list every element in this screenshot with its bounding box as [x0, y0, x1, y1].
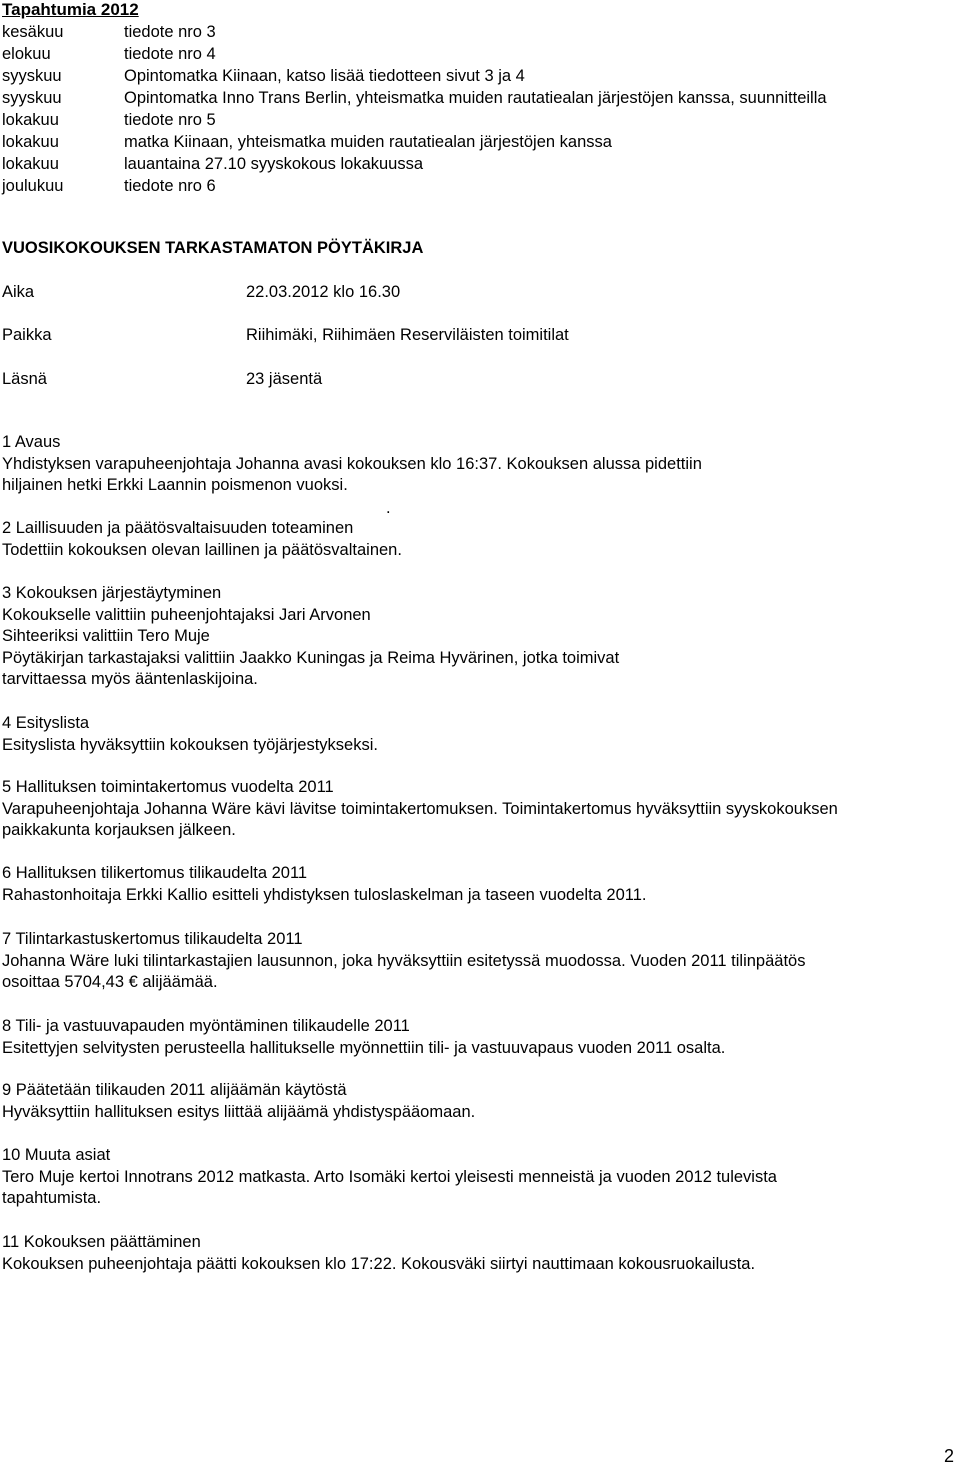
info-value-present: 23 jäsentä — [246, 370, 323, 388]
event-desc: matka Kiinaan, yhteismatka muiden rautatiealan järjestöjen kanssa — [124, 133, 612, 151]
section-line: Kokoukselle valittiin puheenjohtajaksi Jari Arvonen — [2, 605, 371, 624]
section-title: 3 Kokouksen järjestäytyminen — [2, 584, 222, 602]
section-10 — [2, 1145, 958, 1210]
info-value-time: 22.03.2012 klo 16.30 — [246, 283, 401, 301]
event-desc: Opintomatka Inno Trans Berlin, yhteismatka muiden rautatiealan järjestöjen kanssa, suunnitteilla — [124, 89, 827, 107]
event-desc: lauantaina 27.10 syyskokous lokakuussa — [124, 155, 424, 173]
event-desc: tiedote nro 6 — [124, 177, 216, 195]
event-month: syyskuu — [2, 89, 62, 107]
section-line: Pöytäkirjan tarkastajaksi valittiin Jaakko Kuningas ja Reima Hyvärinen, jotka toimivat — [2, 648, 620, 667]
section-line: Rahastonhoitaja Erkki Kallio esitteli yhdistyksen tuloslaskelman ja taseen vuodelta 2011. — [2, 885, 647, 904]
section-1 — [2, 432, 958, 497]
section-3 — [2, 583, 958, 691]
section-line: Esityslista hyväksyttiin kokouksen työjärjestykseksi. — [2, 735, 378, 754]
section-line: Kokouksen puheenjohtaja päätti kokouksen klo 17:22. Kokousväki siirtyi nauttimaan kokousruokailusta. — [2, 1254, 756, 1273]
section-title: 11 Kokouksen päättäminen — [2, 1233, 201, 1251]
section-line: Esitettyjen selvitysten perusteella hallitukselle myönnettiin tili- ja vastuuvapaus vuoden 2011 osalta. — [2, 1038, 726, 1057]
event-month: lokakuu — [2, 111, 59, 129]
page-number: 2 — [943, 1446, 954, 1466]
info-value-place: Riihimäki, Riihimäen Reserviläisten toimitilat — [246, 326, 569, 344]
event-month: syyskuu — [2, 67, 62, 85]
section-line: paikkakunta korjauksen jälkeen. — [2, 821, 236, 839]
section-title: 8 Tili- ja vastuuvapauden myöntäminen tilikaudelle 2011 — [2, 1017, 410, 1035]
minutes-heading: VUOSIKOKOUKSEN TARKASTAMATON PÖYTÄKIRJA — [2, 239, 424, 257]
section-line: Tero Muje kertoi Innotrans 2012 matkasta. Arto Isomäki kertoi yleisesti menneistä ja vuoden 2012 tulevista — [2, 1167, 777, 1186]
section-8 — [2, 1016, 958, 1059]
event-month: elokuu — [2, 45, 51, 63]
section-title: 10 Muuta asiat — [2, 1146, 111, 1164]
section-title: 6 Hallituksen tilikertomus tilikaudelta 2011 — [2, 864, 308, 882]
section-line: osoittaa 5704,43 € alijäämää. — [2, 973, 218, 991]
event-desc: tiedote nro 4 — [124, 45, 216, 63]
event-desc: tiedote nro 5 — [124, 111, 216, 129]
section-line: Hyväksyttiin hallituksen esitys liittää alijäämä yhdistyspääomaan. — [2, 1102, 476, 1121]
info-label-place: Paikka — [2, 326, 52, 344]
section-2 — [2, 518, 958, 561]
section-line: Johanna Wäre luki tilintarkastajien lausunnon, joka hyväksyttiin esitetyssä muodossa. Vuoden 2011 tilinpäätös — [2, 951, 806, 970]
section-line: tarvittaessa myös ääntenlaskijoina. — [2, 670, 258, 688]
section-7 — [2, 929, 958, 994]
section-title: 1 Avaus — [2, 433, 61, 451]
section-9 — [2, 1080, 958, 1123]
event-desc: Opintomatka Kiinaan, katso lisää tiedotteen sivut 3 ja 4 — [124, 67, 525, 85]
section-line: Todettiin kokouksen olevan laillinen ja päätösvaltainen. — [2, 540, 402, 559]
section-6 — [2, 863, 958, 906]
info-label-time: Aika — [2, 283, 35, 301]
section-line: Yhdistyksen varapuheenjohtaja Johanna avasi kokouksen klo 16:37. Kokouksen alussa pidettiin — [2, 454, 702, 473]
event-month: joulukuu — [2, 177, 64, 195]
section-11 — [2, 1232, 958, 1275]
section-title: 9 Päätetään tilikauden 2011 alijäämän käytöstä — [2, 1081, 347, 1099]
info-label-present: Läsnä — [2, 370, 47, 388]
event-month: lokakuu — [2, 133, 59, 151]
section-line: Sihteeriksi valittiin Tero Muje — [2, 627, 210, 645]
section-4 — [2, 713, 958, 756]
event-desc: tiedote nro 3 — [124, 23, 216, 41]
section-title: 4 Esityslista — [2, 714, 90, 732]
section-5 — [2, 777, 958, 842]
section-line: tapahtumista. — [2, 1189, 102, 1207]
section-line: hiljainen hetki Erkki Laannin poismenon vuoksi. — [2, 476, 348, 494]
section-title: 2 Laillisuuden ja päätösvaltaisuuden toteaminen — [2, 519, 354, 537]
section-title: 7 Tilintarkastuskertomus tilikaudelta 2011 — [2, 930, 303, 948]
page-title: Tapahtumia 2012 — [2, 0, 139, 19]
section-title: 5 Hallituksen toimintakertomus vuodelta 2011 — [2, 778, 334, 796]
event-month: kesäkuu — [2, 23, 64, 41]
section-line: Varapuheenjohtaja Johanna Wäre kävi lävitse toimintakertomuksen. Toimintakertomus hyväksyttiin syyskokouksen — [2, 799, 838, 818]
stray-mark: . — [386, 499, 391, 517]
event-month: lokakuu — [2, 155, 59, 173]
